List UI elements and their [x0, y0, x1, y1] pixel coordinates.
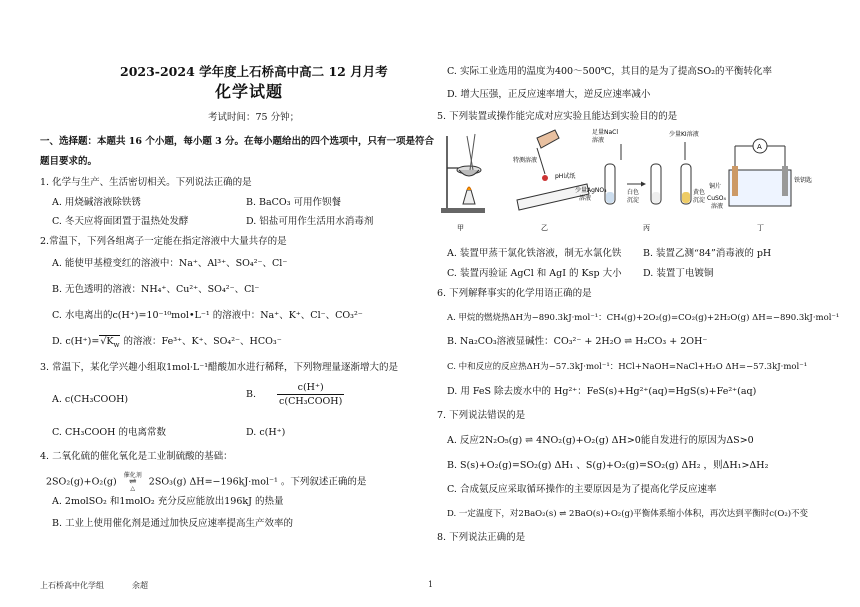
- label-agno3: 少量AgNO₃: [575, 187, 607, 194]
- q5-option-a: A. 装置甲蒸干氯化铁溶液，制无水氯化铁: [447, 248, 622, 259]
- q8-stem: 8. 下列说法正确的是: [437, 532, 526, 543]
- section-heading: 一、选择题：本题共 16 个小题，每小题 3 分。在每小题给出的四个选项中，只有一项是符合: [40, 136, 435, 147]
- q7-option-b: B. S(s)+O₂(g)=SO₂(g) ΔH₁ 、S(g)+O₂(g)=SO₂(g) ΔH₂ ，则ΔH₁>ΔH₂: [447, 460, 769, 471]
- q3-option-b: [246, 381, 344, 408]
- q2-option-d: [52, 336, 282, 351]
- subject-title: 化学试题: [215, 82, 284, 101]
- q7-option-d: D. 一定温度下，对2BaO₂(s) ⇌ 2BaO(s)+O₂(g)平衡体系缩小体积，再次达到平衡时c(O₂)不变: [447, 509, 809, 519]
- fraction-numerator: c(H⁺): [277, 381, 344, 395]
- q5-option-c: C. 装置丙验证 AgCl 和 AgI 的 Ksp 大小: [447, 268, 622, 279]
- q2-option-d-post: 的溶液：Fe³⁺、K⁺、SO₄²⁻、HCO₃⁻: [120, 336, 282, 347]
- eq-cond-top: 催化剂: [123, 472, 142, 479]
- q4-eq-left: 2SO₂(g)+O₂(g): [46, 476, 117, 488]
- caption-ding: 丁: [757, 224, 764, 232]
- kw-symbol: K: [106, 336, 114, 347]
- q4-stem: 4. 二氧化硫的催化氧化是工业制硫酸的基础：: [40, 451, 233, 462]
- footer-group: 上石桥高中化学组: [40, 581, 104, 590]
- q6-option-d: D. 用 FeS 除去废水中的 Hg²⁺：FeS(s)+Hg²⁺(aq)=HgS(s)+Fe²⁺(aq): [447, 386, 757, 397]
- exam-title: 2023-2024 学年度上石桥高中高二 12 月月考: [120, 64, 388, 79]
- ammeter-label: A: [757, 143, 762, 151]
- apparatus-ding: [707, 139, 812, 210]
- label-cuso4-solution: 溶液: [711, 203, 724, 210]
- caption-bing: 丙: [643, 224, 650, 232]
- q4-equation: [46, 472, 366, 492]
- q1-option-b: B. BaCO₃ 可用作钡餐: [246, 197, 342, 208]
- fraction-denominator: c(CH₃COOH): [279, 396, 343, 407]
- q1-option-d: D. 铝盐可用作生活用水消毒剂: [246, 216, 374, 227]
- q6-option-a: A. 甲烷的燃烧热ΔH为−890.3kJ·mol⁻¹：CH₄(g)+2O₂(g)=CO₂(g)+2H₂O(g) ΔH=−890.3kJ·mol⁻¹: [447, 313, 840, 323]
- q4-option-b: B. 工业上使用催化剂是通过加快反应速率提高生产效率的: [52, 518, 294, 529]
- apparatus-jia: [441, 134, 485, 213]
- q5-stem: 5. 下列装置或操作能完成对应实验且能达到实验目的的是: [437, 111, 678, 122]
- label-cuso4: CuSO₄: [707, 195, 726, 202]
- q1-option-c: C. 冬天应将面团置于温热处发酵: [52, 216, 189, 227]
- q2-option-c: C. 水电离出的c(H⁺)=10⁻¹⁰mol•L⁻¹ 的溶液中：Na⁺、K⁺、Cl⁻、CO₃²⁻: [52, 310, 363, 321]
- q7-stem: 7. 下列说法错误的是: [437, 410, 526, 421]
- q4-option-c: C. 实际工业选用的温度为400～500℃，其目的是为了提高SO₂的平衡转化率: [447, 66, 772, 77]
- q2-stem: 2.常温下，下列各组离子一定能在指定溶液中大量共存的是: [40, 236, 287, 247]
- q3-stem: 3. 常温下，某化学兴趣小组取1mol·L⁻¹醋酸加水进行稀释，下列物理量逐渐增大的是: [40, 362, 399, 373]
- label-yellow: 黄色: [693, 189, 706, 196]
- label-nacl: 足量NaCl: [592, 129, 619, 136]
- label-test-liquid: 特测溶液: [513, 157, 538, 164]
- reversible-arrow-condition: [122, 472, 144, 492]
- q5-apparatus-figure: [437, 126, 832, 238]
- q2-option-d-pre: D. c(H⁺)=: [52, 336, 100, 347]
- apparatus-bing: [575, 128, 705, 204]
- sqrt-kw: $√K_w$: [100, 336, 120, 349]
- q2-option-b: B. 无色透明的溶液：NH₄⁺、Cu²⁺、SO₄²⁻、Cl⁻: [52, 284, 260, 295]
- caption-yi: 乙: [541, 224, 548, 232]
- section-heading-cont: 题目要求的。: [40, 156, 98, 167]
- q4-option-d: D. 增大压强，正反应速率增大，逆反应速率减小: [447, 89, 651, 100]
- q6-option-c: C. 中和反应的反应热ΔH为−57.3kJ·mol⁻¹：HCl+NaOH=NaCl+H₂O ΔH=−57.3kJ·mol⁻¹: [447, 362, 808, 372]
- label-white-precipitate: 沉淀: [627, 197, 640, 204]
- label-yellow-precipitate: 沉淀: [693, 197, 706, 204]
- q7-option-c: C. 合成氨反应采取循环操作的主要原因是为了提高化学反应速率: [447, 484, 717, 495]
- eq-cond-bottom: △: [130, 485, 136, 492]
- label-agno3-solution: 溶液: [579, 195, 592, 202]
- q4-option-a: A. 2molSO₂ 和1molO₂ 充分反应能放出196kJ 的热量: [52, 496, 284, 507]
- q2-option-a: A. 能使甲基橙变红的溶液中：Na⁺、Al³⁺、SO₄²⁻、Cl⁻: [52, 258, 288, 269]
- q3-option-d: D. c(H⁺): [246, 427, 286, 438]
- label-ph-paper: pH试纸: [555, 173, 576, 180]
- caption-jia: 甲: [457, 224, 464, 232]
- q4-eq-right: 2SO₃(g) ΔH=−196kJ·mol⁻¹ 。下列叙述正确的是: [148, 476, 367, 488]
- label-copper: 铜片: [709, 183, 722, 190]
- q3-option-b-label: B.: [246, 389, 257, 400]
- q5-option-d: D. 装置丁电镀铜: [643, 268, 714, 279]
- label-ki: 少量KI溶液: [669, 131, 699, 138]
- q3-option-a: A. c(CH₃COOH): [52, 394, 129, 405]
- q3-option-c: C. CH₃COOH 的电离常数: [52, 427, 166, 438]
- q5-option-b: B. 装置乙测“84”消毒液的 pH: [643, 248, 772, 259]
- q7-option-a: A. 反应2N₂O₅(g) ⇌ 4NO₂(g)+O₂(g) ΔH>0能自发进行的原因为ΔS>0: [447, 435, 754, 446]
- q6-option-b: B. Na₂CO₃溶液显碱性：CO₃²⁻ + 2H₂O ⇌ H₂CO₃ + 2OH⁻: [447, 336, 708, 347]
- q6-stem: 6. 下列解释事实的化学用语正确的是: [437, 288, 592, 299]
- label-nacl-solution: 溶液: [592, 137, 605, 144]
- footer-author: 余超: [132, 581, 148, 590]
- kw-subscript: w: [113, 340, 120, 349]
- q1-option-a: A. 用烧碱溶液除铁锈: [52, 197, 141, 208]
- reversible-arrow-icon: ⇌: [128, 477, 137, 487]
- page-number: 1: [428, 580, 434, 589]
- q3-fraction: [277, 381, 344, 408]
- exam-time: 考试时间：75 分钟；: [208, 112, 300, 123]
- q1-stem: 1. 化学与生产、生活密切相关。下列说法正确的是: [40, 177, 252, 188]
- label-iron-key: 铁钥匙: [794, 177, 813, 184]
- label-white: 白色: [627, 189, 640, 196]
